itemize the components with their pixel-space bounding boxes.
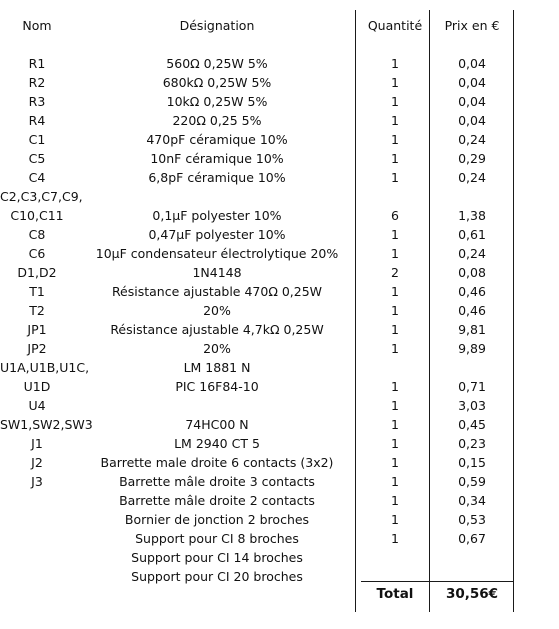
cell-designation: LM 1881 N (183, 360, 251, 375)
cell-prix: 0,29 (458, 151, 486, 166)
column-divider-middle (429, 10, 430, 612)
cell-prix: 9,89 (458, 341, 486, 356)
cell-designation: 680kΩ 0,25W 5% (162, 75, 272, 90)
cell-quantite: 1 (391, 170, 399, 185)
cell-quantite: 1 (391, 512, 399, 527)
cell-quantite: 1 (391, 341, 399, 356)
cell-prix (431, 358, 513, 377)
cell-designation: 20% (203, 341, 231, 356)
cell-designation: 20% (203, 303, 231, 318)
cell-prix: 0,45 (458, 417, 486, 432)
cell-nom: R3 (28, 94, 46, 109)
cell-designation: 0,47µF polyester 10% (148, 227, 286, 242)
cell-nom: C1 (28, 132, 46, 147)
cell-quantite: 6 (391, 208, 399, 223)
cell-quantite: 1 (391, 151, 399, 166)
cell-nom: T2 (29, 303, 45, 318)
cell-prix: 0,24 (458, 246, 486, 261)
cell-nom: J3 (31, 474, 43, 489)
cell-prix: 0,24 (458, 132, 486, 147)
cell-nom: R1 (28, 56, 46, 71)
cell-quantite: 1 (391, 303, 399, 318)
header-quantite: Quantité (367, 18, 423, 33)
cell-designation: 220Ω 0,25 5% (172, 113, 262, 128)
cell-quantite: 1 (391, 379, 399, 394)
cell-quantite: 1 (391, 246, 399, 261)
cell-nom: C8 (28, 227, 46, 242)
cell-prix: 0,04 (458, 75, 486, 90)
cell-prix: 0,67 (458, 531, 486, 546)
cell-designation: 0,1µF polyester 10% (152, 208, 282, 223)
cell-designation: Bornier de jonction 2 broches (124, 512, 310, 527)
cell-nom (0, 491, 74, 510)
cell-prix: 0,15 (458, 455, 486, 470)
cell-quantite: 1 (391, 417, 399, 432)
cell-nom: U1A,U1B,U1C, (0, 360, 90, 375)
total-value: 30,56€ (445, 586, 499, 602)
cell-nom: U1D (23, 379, 51, 394)
cell-nom: C5 (28, 151, 46, 166)
cell-designation: 1N4148 (192, 265, 242, 280)
cell-designation: Support pour CI 20 broches (131, 569, 303, 584)
cell-designation: 10kΩ 0,25W 5% (166, 94, 268, 109)
cell-prix: 0,46 (458, 303, 486, 318)
cell-designation: LM 2940 CT 5 (174, 436, 260, 451)
cell-prix: 0,08 (458, 265, 486, 280)
cell-nom: D1,D2 (17, 265, 57, 280)
total-divider (361, 581, 513, 582)
cell-quantite: 1 (391, 284, 399, 299)
cell-quantite: 1 (391, 398, 399, 413)
cell-quantite: 1 (391, 531, 399, 546)
cell-prix: 0,24 (458, 170, 486, 185)
column-divider-right (513, 10, 514, 612)
cell-nom: T1 (29, 284, 45, 299)
cell-quantite (361, 187, 429, 206)
cell-designation (74, 187, 360, 206)
cell-prix: 0,46 (458, 284, 486, 299)
cell-nom (0, 567, 74, 586)
cell-prix: 1,38 (458, 208, 486, 223)
cell-quantite: 1 (391, 56, 399, 71)
cell-nom: U4 (28, 398, 46, 413)
cell-designation: Barrette male droite 6 contacts (3x2) (100, 455, 334, 470)
cell-quantite: 1 (391, 322, 399, 337)
cell-nom: SW1,SW2,SW3 (0, 417, 93, 432)
cell-designation: PIC 16F84-10 (175, 379, 259, 394)
cell-designation: Barrette mâle droite 2 contacts (119, 493, 315, 508)
cell-quantite: 2 (391, 265, 399, 280)
cell-quantite: 1 (391, 455, 399, 470)
header-designation: Désignation (179, 18, 255, 33)
cell-prix: 0,04 (458, 56, 486, 71)
cell-prix: 0,23 (458, 436, 486, 451)
cell-designation: 560Ω 0,25W 5% (166, 56, 268, 71)
total-label: Total (376, 586, 414, 602)
cell-prix: 0,34 (458, 493, 486, 508)
header-nom: Nom (22, 18, 52, 33)
cell-designation: 470pF céramique 10% (146, 132, 288, 147)
cell-designation: 10µF condensateur électrolytique 20% (95, 246, 339, 261)
cell-prix (431, 567, 513, 586)
cell-designation: 10nF céramique 10% (150, 151, 284, 166)
cell-prix: 0,04 (458, 113, 486, 128)
cell-quantite (361, 358, 429, 377)
cell-prix (431, 548, 513, 567)
cell-prix: 0,04 (458, 94, 486, 109)
cell-nom: C10,C11 (10, 208, 64, 223)
cell-designation: 74HC00 N (185, 417, 249, 432)
cell-designation: 6,8pF céramique 10% (148, 170, 286, 185)
cell-designation: Support pour CI 8 broches (135, 531, 299, 546)
cell-quantite: 1 (391, 474, 399, 489)
cell-quantite: 1 (391, 436, 399, 451)
cell-quantite: 1 (391, 94, 399, 109)
cell-prix (431, 187, 513, 206)
cell-prix: 0,61 (458, 227, 486, 242)
cell-designation: Barrette mâle droite 3 contacts (119, 474, 315, 489)
cell-nom: R4 (28, 113, 46, 128)
cell-nom: J1 (31, 436, 43, 451)
cell-designation: Résistance ajustable 4,7kΩ 0,25W (110, 322, 324, 337)
cell-prix: 3,03 (458, 398, 486, 413)
cell-nom (0, 529, 74, 548)
cell-nom (0, 548, 74, 567)
header-prix: Prix en € (444, 18, 500, 33)
cell-prix: 0,53 (458, 512, 486, 527)
cell-quantite: 1 (391, 113, 399, 128)
cell-quantite: 1 (391, 227, 399, 242)
cell-quantite (361, 567, 429, 586)
cell-designation (74, 396, 360, 415)
cell-nom: JP2 (27, 341, 47, 356)
cell-nom: R2 (28, 75, 46, 90)
cell-quantite: 1 (391, 132, 399, 147)
cell-designation: Résistance ajustable 470Ω 0,25W (111, 284, 323, 299)
cell-prix: 0,71 (458, 379, 486, 394)
cell-quantite: 1 (391, 493, 399, 508)
cell-nom: C4 (28, 170, 46, 185)
cell-nom: J2 (31, 455, 43, 470)
cell-designation: Support pour CI 14 broches (131, 550, 303, 565)
cell-nom: C2,C3,C7,C9, (0, 189, 83, 204)
cell-nom: JP1 (27, 322, 47, 337)
cell-nom (0, 510, 74, 529)
cell-nom: C6 (28, 246, 46, 261)
cell-prix: 0,59 (458, 474, 486, 489)
cell-quantite: 1 (391, 75, 399, 90)
cell-prix: 9,81 (458, 322, 486, 337)
cell-quantite (361, 548, 429, 567)
